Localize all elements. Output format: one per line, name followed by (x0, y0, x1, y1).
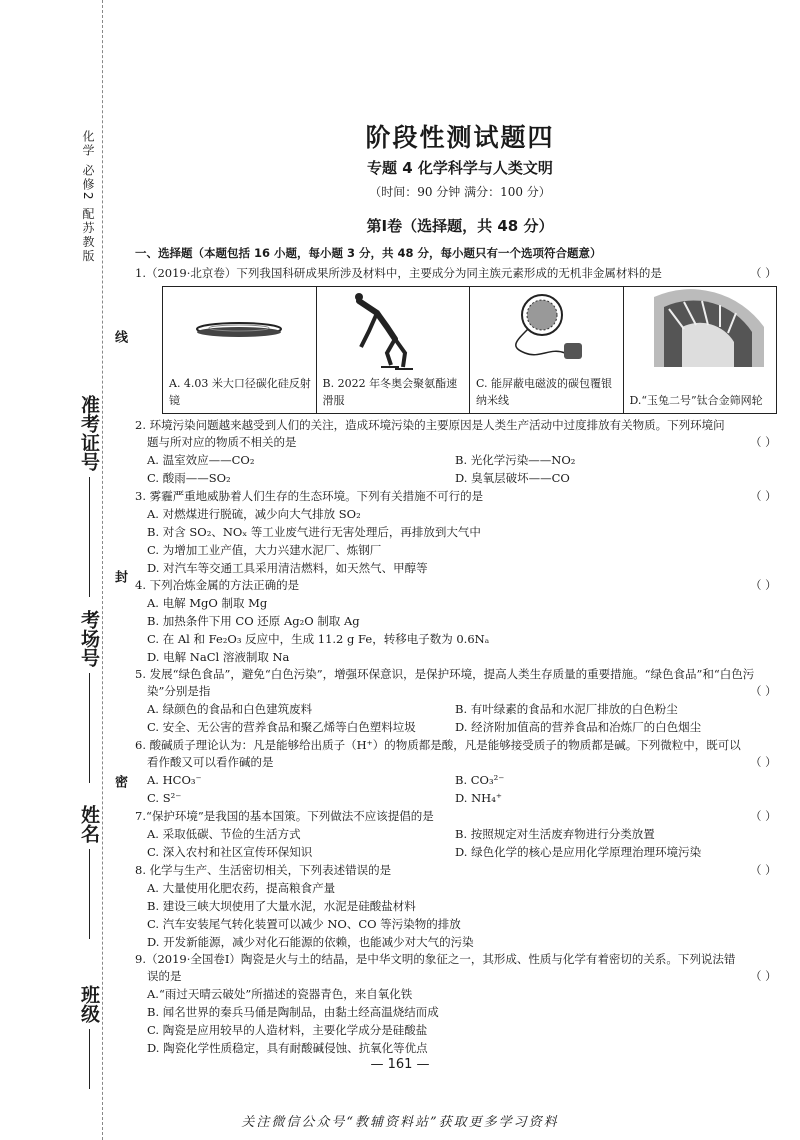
q5-option-b[interactable]: B. 有叶绿素的食品和水泥厂排放的白色粉尘 (455, 702, 678, 716)
q3-option-b[interactable]: B. 对含 SO₂、NOₓ 等工业废气进行无害处理后，再排放到大气中 (147, 525, 481, 539)
q1-option-c[interactable] (470, 287, 624, 413)
q2-answer-blank[interactable]: （ ） (750, 435, 777, 449)
q5-stem-line2: 染”分别是指 (147, 684, 211, 698)
q5-option-c[interactable]: C. 安全、无公害的营养食品和聚乙烯等白色塑料垃圾 (147, 720, 416, 734)
q3-option-a[interactable]: A. 对燃煤进行脱硫，减少向大气排放 SO₂ (147, 507, 361, 521)
q3-option-d[interactable]: D. 对汽车等交通工具采用清洁燃料，如天然气、甲醇等 (147, 561, 428, 575)
footer-note: 关注微信公众号“教辅资料站”获取更多学习资料 (241, 1115, 559, 1130)
q1-option-d-caption: D.“玉兔二号”钛合金筛网轮 (629, 394, 763, 407)
q1-option-a-caption: A. 4.03 米大口径碳化硅反射镜 (169, 377, 311, 407)
q1-option-b-caption: B. 2022 年冬奥会聚氨酯速滑服 (322, 377, 458, 407)
q3-stem: 3. 雾霾严重地威胁着人们生存的生态环境。下列有关措施不可行的是 (135, 489, 484, 503)
book-info: 化学 必修2 配苏教版 (81, 130, 95, 264)
field-exam-room[interactable] (76, 610, 103, 783)
q8-option-c[interactable]: C. 汽车安装尾气转化装置可以减少 NO、CO 等污染物的排放 (147, 917, 461, 931)
nanowire-icon (470, 287, 623, 367)
mirror-icon (163, 287, 316, 367)
field-name-line[interactable] (89, 849, 90, 939)
q2-stem-line1: 2. 环境污染问题越来越受到人们的关注，造成环境污染的主要原因是人类生产活动中过度排放有关物质。下列环境问 (135, 418, 725, 432)
field-exam-id-line[interactable] (89, 477, 90, 597)
q4-option-b[interactable]: B. 加热条件下用 CO 还原 Ag₂O 制取 Ag (147, 614, 360, 628)
q7-stem: 7.“保护环境”是我国的基本国策。下列做法不应该提倡的是 (135, 809, 434, 823)
q2-stem-line2: 题与所对应的物质不相关的是 (147, 435, 297, 449)
q8-option-a[interactable]: A. 大量使用化肥农药，提高粮食产量 (147, 881, 336, 895)
q8-option-d[interactable]: D. 开发新能源，减少对化石能源的依赖，也能减少对大气的污染 (147, 935, 474, 949)
q1-answer-blank[interactable]: （ ） (750, 266, 777, 280)
q1-image-table (162, 286, 777, 414)
skater-icon (317, 287, 470, 372)
q6-option-c[interactable]: C. S²⁻ (147, 791, 182, 805)
q9-answer-blank[interactable]: （ ） (750, 969, 777, 983)
q1-stem: 1.（2019·北京卷）下列我国科研成果所涉及材料中，主要成分为同主族元素形成的无机非金属材料的是 (135, 266, 662, 280)
q6-option-b[interactable]: B. CO₃²⁻ (455, 773, 505, 787)
q7-option-b[interactable]: B. 按照规定对生活废弃物进行分类放置 (455, 827, 655, 841)
q9-option-a[interactable]: A.“雨过天晴云破处”所描述的瓷器青色，来自氧化铁 (147, 987, 413, 1001)
q2-option-d[interactable]: D. 臭氧层破坏——CO (455, 471, 570, 485)
q6-stem-line2: 看作酸又可以看作碱的是 (147, 755, 274, 769)
q4-option-c[interactable]: C. 在 Al 和 Fe₂O₃ 反应中，生成 11.2 g Fe，转移电子数为 0.6Nₐ (147, 632, 490, 646)
q9-option-c[interactable]: C. 陶瓷是应用较早的人造材料，主要化学成分是硅酸盐 (147, 1023, 428, 1037)
field-exam-room-label: 考场号 (78, 610, 100, 667)
q9-stem-line1: 9.（2019·全国卷Ⅰ）陶瓷是火与土的结晶，是中华文明的象征之一，其形成、性质与化学有着密切的关系。下列说法错 (135, 952, 736, 966)
q9-option-b[interactable]: B. 闻名世界的秦兵马俑是陶制品，由黏土经高温烧结而成 (147, 1005, 439, 1019)
q6-stem-line1: 6. 酸碱质子理论认为：凡是能够给出质子（H⁺）的物质都是酸，凡是能够接受质子的物质都是碱。下列微粒中，既可以 (135, 738, 741, 752)
q4-option-d[interactable]: D. 电解 NaCl 溶液制取 Na (147, 650, 290, 664)
rover-wheel-icon (624, 287, 777, 369)
q4-answer-blank[interactable]: （ ） (750, 578, 777, 592)
q2-option-b[interactable]: B. 光化学污染——NO₂ (455, 453, 576, 467)
field-exam-id-label: 准考证号 (78, 395, 100, 471)
page-number: — 161 — (370, 1057, 430, 1072)
q3-answer-blank[interactable]: （ ） (750, 489, 777, 503)
q8-option-b[interactable]: B. 建设三峡大坝使用了大量水泥，水泥是硅酸盐材料 (147, 899, 416, 913)
field-exam-id[interactable] (76, 395, 103, 597)
q7-option-a[interactable]: A. 采取低碳、节俭的生活方式 (147, 827, 301, 841)
q1-option-b[interactable] (317, 287, 471, 413)
time-info: （时间：90 分钟 满分：100 分） (369, 185, 551, 199)
q4-stem: 4. 下列冶炼金属的方法正确的是 (135, 578, 300, 592)
field-exam-room-line[interactable] (89, 673, 90, 783)
seal-mark-secret: 密 (112, 775, 127, 788)
q2-option-c[interactable]: C. 酸雨——SO₂ (147, 471, 231, 485)
q5-option-a[interactable]: A. 绿颜色的食品和白色建筑废料 (147, 702, 313, 716)
field-class[interactable] (76, 985, 103, 1089)
q6-option-a[interactable]: A. HCO₃⁻ (147, 773, 202, 787)
q1-option-d[interactable] (624, 287, 777, 413)
page-title: 阶段性测试题四 (365, 123, 555, 152)
seal-mark-seal: 封 (112, 570, 127, 583)
q7-option-c[interactable]: C. 深入农村和社区宣传环保知识 (147, 845, 313, 859)
q3-option-c[interactable]: C. 为增加工业产值，大力兴建水泥厂、炼钢厂 (147, 543, 382, 557)
q1-option-a[interactable] (163, 287, 317, 413)
q2-option-a[interactable]: A. 温室效应——CO₂ (147, 453, 255, 467)
q7-option-d[interactable]: D. 绿色化学的核心是应用化学原理治理环境污染 (455, 845, 702, 859)
q9-stem-line2: 误的是 (147, 969, 182, 983)
q9-option-d[interactable]: D. 陶瓷化学性质稳定，具有耐酸碱侵蚀、抗氧化等优点 (147, 1041, 428, 1055)
seal-mark-line: 线 (112, 330, 127, 343)
q8-stem: 8. 化学与生产、生活密切相关，下列表述错误的是 (135, 863, 392, 877)
q4-option-a[interactable]: A. 电解 MgO 制取 Mg (147, 596, 268, 610)
q5-answer-blank[interactable]: （ ） (750, 684, 777, 698)
page-subtitle: 专题 4 化学科学与人类文明 (367, 159, 553, 177)
q5-stem-line1: 5. 发展“绿色食品”，避免“白色污染”，增强环保意识，是保护环境，提高人类生存质量的重要措施。“绿色食品”和“白色污 (135, 667, 755, 681)
q6-answer-blank[interactable]: （ ） (750, 755, 777, 769)
section-instructions: 一、选择题（本题包括 16 小题，每小题 3 分，共 48 分，每小题只有一个选项符合题意） (135, 246, 602, 260)
volume-heading: 第Ⅰ卷（选择题，共 48 分） (366, 217, 554, 235)
field-name[interactable] (76, 805, 103, 939)
field-class-label: 班级 (78, 985, 100, 1023)
q1-option-c-caption: C. 能屏蔽电磁波的碳包覆银纳米线 (476, 377, 613, 407)
q6-option-d[interactable]: D. NH₄⁺ (455, 791, 502, 805)
q8-answer-blank[interactable]: （ ） (750, 863, 777, 877)
q7-answer-blank[interactable]: （ ） (750, 809, 777, 823)
q5-option-d[interactable]: D. 经济附加值高的营养食品和冶炼厂的白色烟尘 (455, 720, 702, 734)
field-name-label: 姓名 (78, 805, 100, 843)
